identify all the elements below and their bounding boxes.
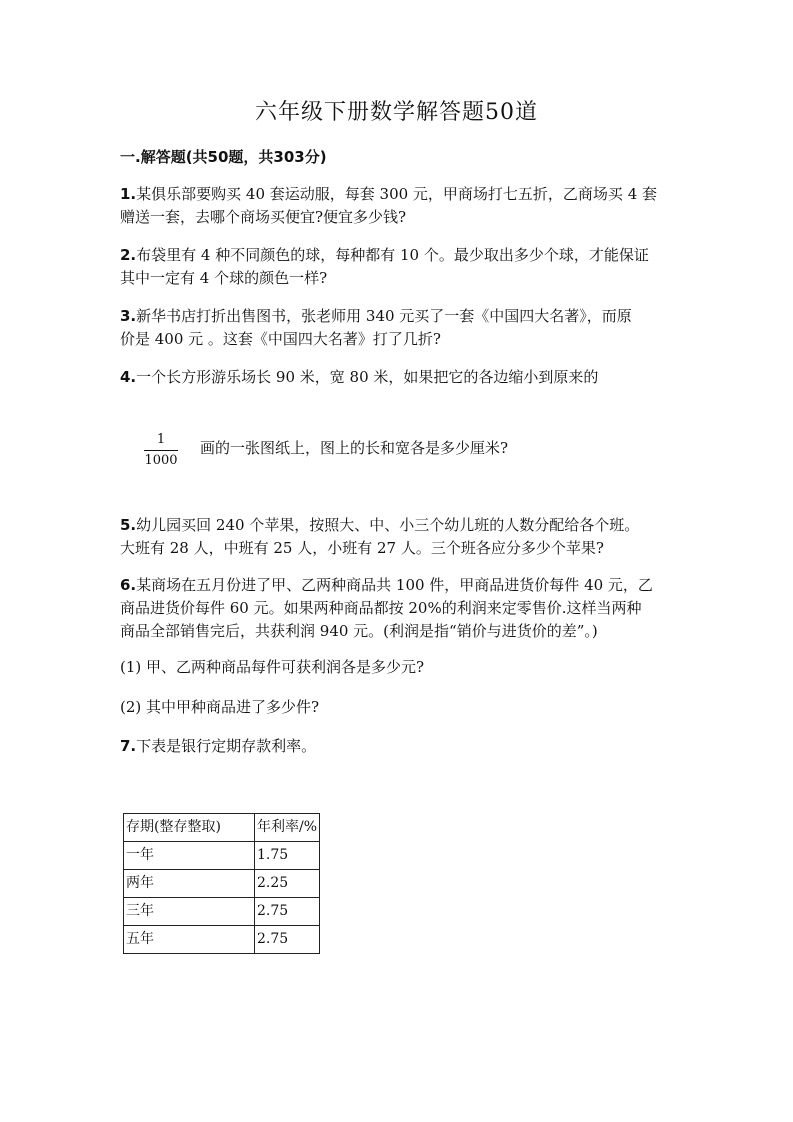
question-number: 2. bbox=[120, 246, 137, 264]
question-number: 6. bbox=[120, 576, 137, 594]
question-4-fraction-row bbox=[144, 432, 704, 472]
question-4 bbox=[120, 366, 690, 389]
question-number: 7. bbox=[120, 737, 137, 755]
question-line: 5.幼儿园买回 240 个苹果，按照大、中、小三个幼儿班的人数分配给各个班。 bbox=[120, 516, 640, 534]
table-cell: 1.75 bbox=[255, 842, 320, 870]
table-header-cell: 存期(整存整取) bbox=[124, 814, 255, 842]
question-5 bbox=[120, 514, 690, 560]
table-cell: 2.75 bbox=[255, 926, 320, 954]
question-line: 2.布袋里有 4 种不同颜色的球，每种都有 10 个。最少取出多少个球，才能保证 bbox=[120, 246, 649, 264]
question-line: 价是 400 元 。这套《中国四大名著》打了几折? bbox=[120, 330, 441, 348]
table-cell: 一年 bbox=[124, 842, 255, 870]
question-line: 3.新华书店打折出售图书，张老师用 340 元买了一套《中国四大名著》，而原 bbox=[120, 307, 632, 325]
table-cell: 三年 bbox=[124, 898, 255, 926]
table-cell: 2.75 bbox=[255, 898, 320, 926]
sub-question-2: (2) 其中甲种商品进了多少件? bbox=[120, 698, 320, 716]
question-line: 1.某俱乐部要购买 40 套运动服，每套 300 元，甲商场打七五折，乙商场买 4 套 bbox=[120, 185, 658, 203]
question-number: 4. bbox=[120, 368, 137, 386]
question-line: 6.某商场在五月份进了甲、乙两种商品共 100 件，甲商品进货价每件 40 元，乙 bbox=[120, 576, 653, 594]
question-line: 大班有 28 人，中班有 25 人，小班有 27 人。三个班各应分多少个苹果? bbox=[120, 539, 604, 557]
question-line: 其中一定有 4 个球的颜色一样? bbox=[120, 269, 328, 287]
question-1 bbox=[120, 183, 690, 229]
question-3 bbox=[120, 305, 690, 351]
fraction bbox=[144, 432, 178, 469]
question-2 bbox=[120, 244, 690, 290]
question-line: 商品进货价每件 60 元。如果两种商品都按 20%的利润来定零售价.这样当两种 bbox=[120, 599, 642, 617]
section-heading: 一.解答题(共50题，共303分) bbox=[120, 148, 327, 166]
question-number: 1. bbox=[120, 185, 137, 203]
table-cell: 两年 bbox=[124, 870, 255, 898]
table-header-cell: 年利率/% bbox=[255, 814, 320, 842]
question-number: 5. bbox=[120, 516, 137, 534]
interest-rate-table bbox=[123, 813, 320, 954]
table-header-row bbox=[124, 814, 320, 842]
table-cell: 五年 bbox=[124, 926, 255, 954]
fraction-numerator: 1 bbox=[144, 432, 178, 451]
question-7 bbox=[120, 735, 690, 758]
table-row bbox=[124, 898, 320, 926]
question-line: 赠送一套，去哪个商场买便宜?便宜多少钱? bbox=[120, 208, 407, 226]
question-line: 7.下表是银行定期存款利率。 bbox=[120, 737, 317, 755]
page-title: 六年级下册数学解答题50道 bbox=[255, 100, 538, 125]
question-line: 画的一张图纸上，图上的长和宽各是多少厘米? bbox=[200, 439, 509, 457]
fraction-denominator: 1000 bbox=[144, 453, 178, 468]
table-row bbox=[124, 926, 320, 954]
question-line: 商品全部销售完后，共获利润 940 元。(利润是指“销价与进货价的差”。) bbox=[120, 622, 598, 640]
question-line: 4.一个长方形游乐场长 90 米，宽 80 米，如果把它的各边缩小到原来的 bbox=[120, 368, 599, 386]
table-row bbox=[124, 870, 320, 898]
sub-question-1: (1) 甲、乙两种商品每件可获利润各是多少元? bbox=[120, 658, 425, 676]
question-6 bbox=[120, 574, 690, 643]
table-cell: 2.25 bbox=[255, 870, 320, 898]
question-number: 3. bbox=[120, 307, 137, 325]
table-row bbox=[124, 842, 320, 870]
